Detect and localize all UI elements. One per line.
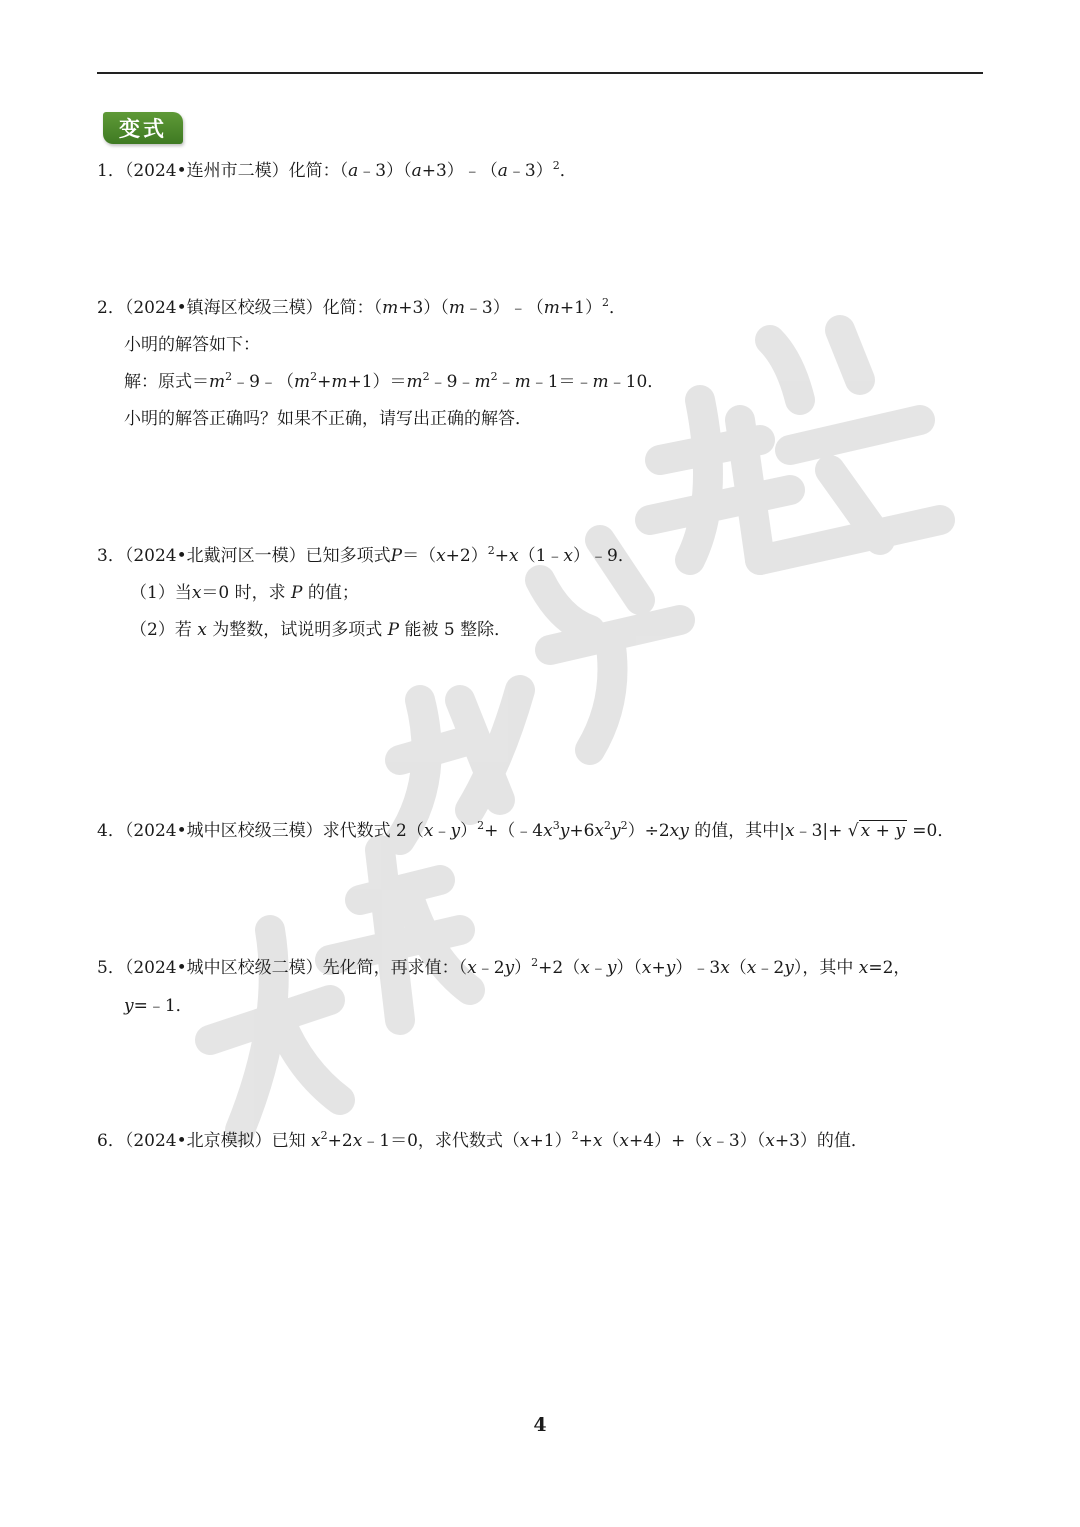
problem-3-part-1: （1）当x＝0 时，求 P 的值； bbox=[130, 583, 359, 603]
problem-2-line-1: 小明的解答如下： bbox=[124, 335, 260, 355]
problem-2-line-3: 小明的解答正确吗？如果不正确，请写出正确的解答． bbox=[124, 409, 532, 429]
sqrt-expression: x + y bbox=[860, 821, 905, 841]
header-rule bbox=[97, 72, 983, 74]
problem-4: 4．（2024•城中区校级三模）求代数式 $2(x﹣y)^2+(﹣4x^3y+6x^2y^2)\div 2xy$ 的值，其中|x﹣3|+ √ x + y =0． bbox=[97, 819, 955, 841]
problem-5-line-2: y=﹣1． bbox=[124, 996, 193, 1016]
problem-6: 6．（2024•北京模拟）已知 $x^2+2x﹣1=0$，求代数式$(x+1)^2+x(x+4)+(x﹣3)(x+3)$的值． bbox=[97, 1129, 868, 1151]
problem-2-line-2: 解：原式$=m^2﹣9﹣(m^2+m+1)=m^2﹣9﹣m^2﹣m﹣1=﹣m﹣10$． bbox=[124, 370, 665, 392]
problem-2: 2．（2024•镇海区校级三模）化简：$(m+3)(m﹣3)﹣(m+1)^2$． bbox=[97, 296, 626, 318]
section-badge: 变式 bbox=[103, 112, 183, 144]
problem-3: 3．（2024•北戴河区一模）已知多项式$P=(x+2)^2+x(1﹣x)﹣9$． bbox=[97, 544, 635, 566]
problem-1: 1．（2024•连州市二模）化简：（a﹣3）（a+3）﹣（a﹣3）$^2$． bbox=[97, 159, 577, 181]
problem-5: 5．（2024•城中区校级二模）先化简，再求值：（x﹣2y）$^2$+2（x﹣y）（x+y）﹣3x（x﹣2y），其中 x=2， bbox=[97, 956, 911, 978]
page-number: 4 bbox=[533, 1414, 547, 1436]
problem-3-part-2: （2）若 x 为整数，试说明多项式 P 能被 5 整除． bbox=[130, 620, 512, 640]
